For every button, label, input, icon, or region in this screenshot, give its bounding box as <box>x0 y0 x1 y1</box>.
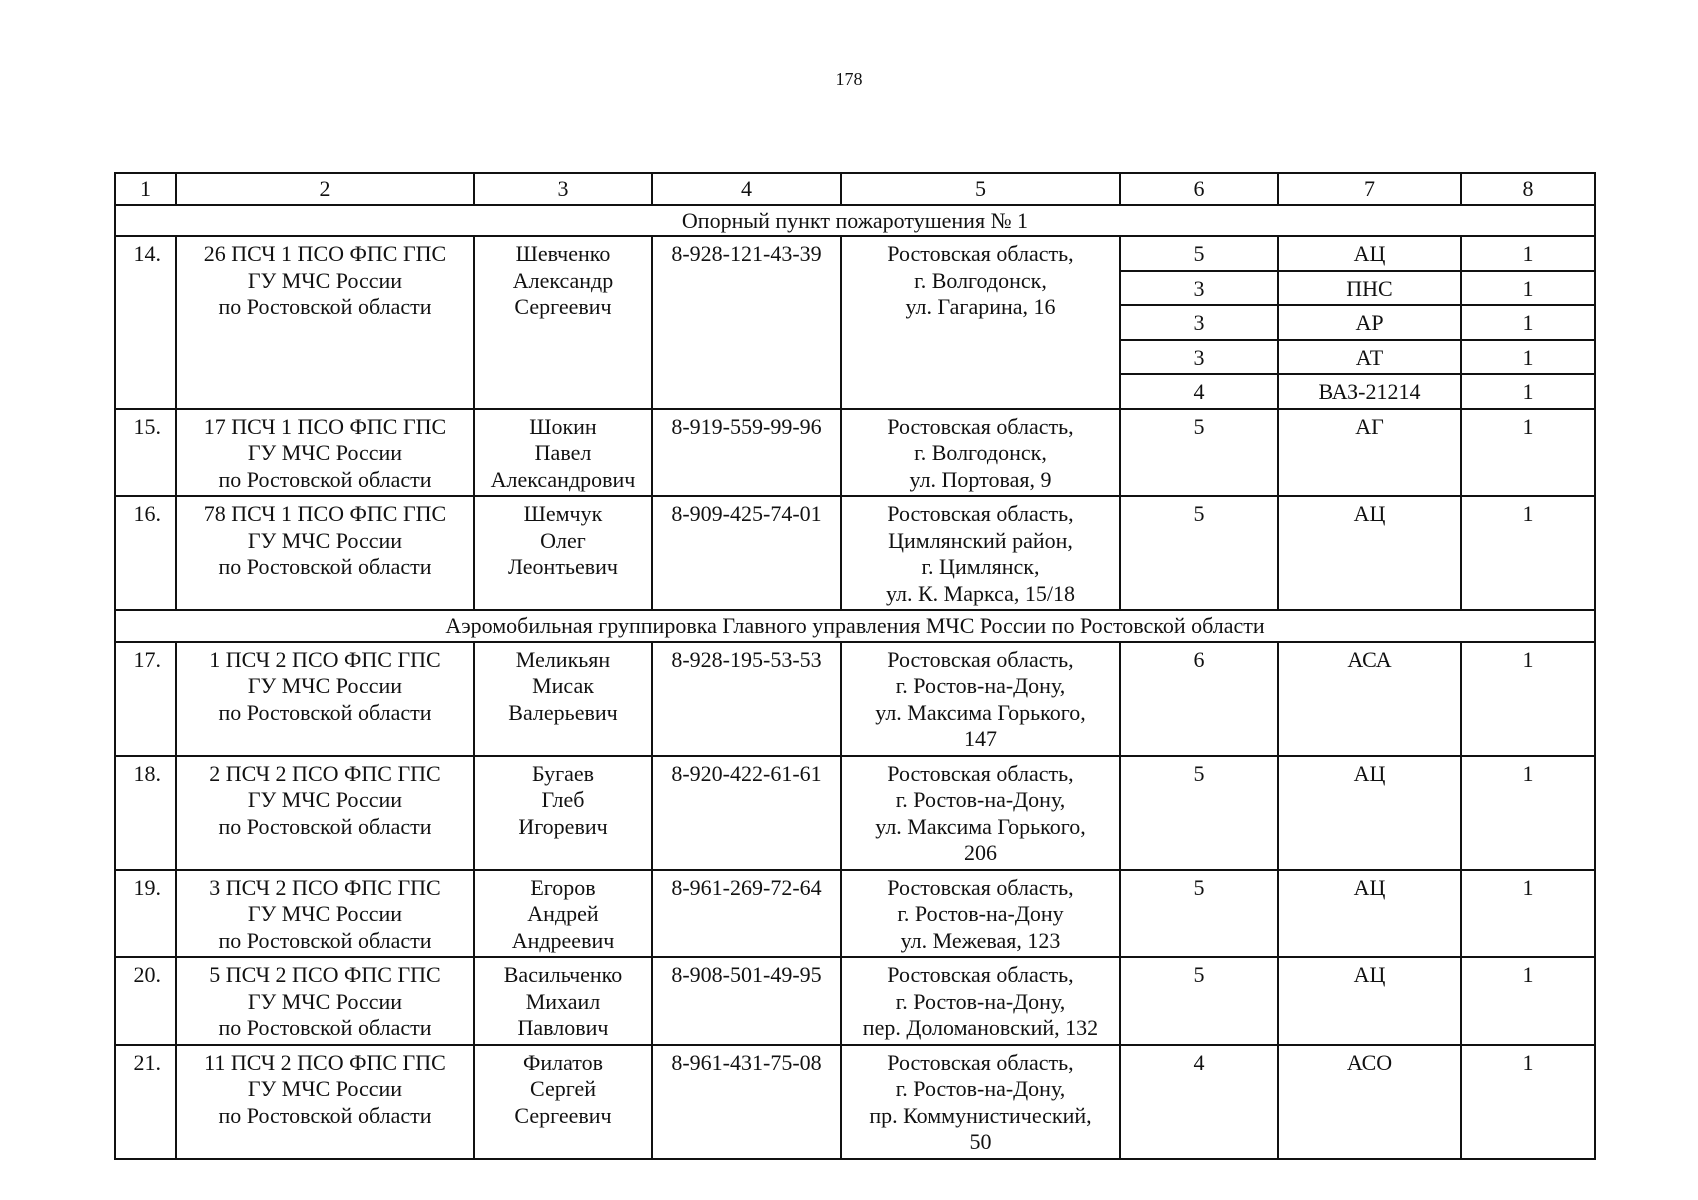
unit-cell <box>176 957 474 1045</box>
vehicle-type-cell: АГ <box>1278 409 1461 497</box>
unit-cell-line: по Ростовской области <box>218 554 432 579</box>
address-cell-line: Ростовская область, <box>887 874 1074 900</box>
name-cell-line: Филатов <box>522 1049 604 1075</box>
name-cell-line: Васильченко <box>503 962 623 987</box>
name-cell-line: Шокин <box>529 413 597 439</box>
row-number: 19. <box>115 870 176 958</box>
unit-cell-line: по Ростовской области <box>218 927 432 953</box>
address-cell-line: г. Ростов-на-Дону, <box>895 1076 1066 1101</box>
table-row <box>115 870 1595 958</box>
vehicle-count-cell: 1 <box>1461 870 1595 958</box>
name-cell-line: Павел <box>534 440 592 465</box>
unit-cell-line: ГУ МЧС России <box>247 673 403 698</box>
address-cell-line: ул. К. Маркса, 15/18 <box>885 580 1076 606</box>
address-cell-line: ул. Максима Горького, <box>875 813 1086 839</box>
phone-cell: 8-961-269-72-64 <box>652 870 841 958</box>
name-cell-line: Егоров <box>530 874 596 900</box>
unit-cell <box>176 496 474 610</box>
phone-cell: 8-909-425-74-01 <box>652 496 841 610</box>
address-cell-line: г. Ростов-на-Дону, <box>895 787 1066 812</box>
unit-cell-line: ГУ МЧС России <box>247 1076 403 1101</box>
table-row <box>115 496 1595 610</box>
vehicle-type-cell: ВАЗ-21214 <box>1278 374 1461 409</box>
section-title: Опорный пункт пожаротушения № 1 <box>115 205 1595 237</box>
vehicle-count-cell: 1 <box>1461 496 1595 610</box>
crew-cell: 5 <box>1120 236 1278 271</box>
vehicle-type-cell: АЦ <box>1278 870 1461 958</box>
crew-cell: 3 <box>1120 271 1278 306</box>
address-cell <box>841 236 1120 409</box>
row-number: 17. <box>115 642 176 756</box>
name-cell-line: Михаил <box>525 988 601 1014</box>
crew-cell: 5 <box>1120 957 1278 1045</box>
name-cell <box>474 1045 652 1159</box>
address-cell-line: г. Ростов-на-Дону, <box>895 673 1066 698</box>
vehicle-count-cell: 1 <box>1461 1045 1595 1159</box>
unit-cell-line: ГУ МЧС России <box>247 267 403 293</box>
address-cell-line: пр. Коммунистический, <box>869 1102 1092 1128</box>
address-cell-line: ул. Максима Горького, <box>875 699 1086 725</box>
phone-cell: 8-928-195-53-53 <box>652 642 841 756</box>
column-header: 8 <box>1461 173 1595 205</box>
address-cell-line: Ростовская область, <box>887 760 1074 786</box>
address-cell-line: Ростовская область, <box>887 646 1074 672</box>
data-table <box>114 172 1596 1160</box>
address-cell-line: 50 <box>969 1129 992 1154</box>
name-cell-line: Глеб <box>541 787 585 812</box>
vehicle-count-cell: 1 <box>1461 374 1595 409</box>
vehicle-type-cell: АЦ <box>1278 756 1461 870</box>
section-title: Аэромобильная группировка Главного управления МЧС России по Ростовской области <box>115 610 1595 642</box>
crew-cell: 3 <box>1120 340 1278 375</box>
crew-cell: 3 <box>1120 305 1278 340</box>
name-cell-line: Андреевич <box>511 927 615 953</box>
vehicle-type-cell: ПНС <box>1278 271 1461 306</box>
unit-cell <box>176 756 474 870</box>
row-number: 18. <box>115 756 176 870</box>
name-cell-line: Шевченко <box>515 241 611 266</box>
unit-cell-line: 11 ПСЧ 2 ПСО ФПС ГПС <box>204 1049 446 1075</box>
name-cell-line: Меликьян <box>515 646 611 672</box>
row-number: 21. <box>115 1045 176 1159</box>
column-number-row <box>115 173 1595 205</box>
vehicle-count-cell: 1 <box>1461 305 1595 340</box>
table-body <box>115 173 1595 1159</box>
vehicle-type-cell: АЦ <box>1278 236 1461 271</box>
unit-cell-line: по Ростовской области <box>218 466 432 492</box>
name-cell-line: Александрович <box>490 466 636 492</box>
column-header: 1 <box>115 173 176 205</box>
row-number: 16. <box>115 496 176 610</box>
vehicle-count-cell: 1 <box>1461 756 1595 870</box>
name-cell <box>474 236 652 409</box>
vehicle-count-cell: 1 <box>1461 340 1595 375</box>
unit-cell-line: ГУ МЧС России <box>247 901 403 926</box>
address-cell-line: Ростовская область, <box>887 413 1074 439</box>
name-cell <box>474 496 652 610</box>
address-cell <box>841 409 1120 497</box>
column-header: 5 <box>841 173 1120 205</box>
unit-cell-line: 17 ПСЧ 1 ПСО ФПС ГПС <box>203 413 447 439</box>
vehicle-type-cell: АЦ <box>1278 496 1461 610</box>
vehicle-count-cell: 1 <box>1461 957 1595 1045</box>
unit-cell-line: ГУ МЧС России <box>247 527 403 553</box>
column-header: 4 <box>652 173 841 205</box>
address-cell <box>841 496 1120 610</box>
vehicle-type-cell: АСА <box>1278 642 1461 756</box>
page-number: 178 <box>835 69 863 89</box>
section-header-row <box>115 205 1595 237</box>
unit-cell-line: ГУ МЧС России <box>247 988 403 1014</box>
unit-cell-line: по Ростовской области <box>218 699 432 725</box>
vehicle-count-cell: 1 <box>1461 642 1595 756</box>
address-cell <box>841 642 1120 756</box>
address-cell <box>841 756 1120 870</box>
name-cell-line: Бугаев <box>531 760 595 786</box>
name-cell <box>474 957 652 1045</box>
table-row <box>115 957 1595 1045</box>
unit-cell <box>176 642 474 756</box>
unit-cell <box>176 409 474 497</box>
crew-cell: 5 <box>1120 496 1278 610</box>
unit-cell-line: ГУ МЧС России <box>247 787 403 812</box>
crew-cell: 4 <box>1120 1045 1278 1159</box>
crew-cell: 5 <box>1120 409 1278 497</box>
vehicle-type-cell: АТ <box>1278 340 1461 375</box>
vehicle-count-cell: 1 <box>1461 271 1595 306</box>
name-cell-line: Павлович <box>517 1015 609 1040</box>
address-cell-line: г. Ростов-на-Дону, <box>895 988 1066 1014</box>
address-cell <box>841 1045 1120 1159</box>
crew-cell: 6 <box>1120 642 1278 756</box>
name-cell-line: Александр <box>512 267 614 293</box>
vehicle-type-cell: АЦ <box>1278 957 1461 1045</box>
table-row <box>115 409 1595 497</box>
address-cell-line: пер. Доломановский, 132 <box>862 1015 1099 1040</box>
row-number: 14. <box>115 236 176 409</box>
name-cell-line: Андрей <box>527 901 599 926</box>
unit-cell <box>176 1045 474 1159</box>
phone-cell: 8-919-559-99-96 <box>652 409 841 497</box>
address-cell-line: ул. Портовая, 9 <box>909 466 1052 492</box>
table-row <box>115 1045 1595 1159</box>
unit-cell-line: ГУ МЧС России <box>247 440 403 465</box>
vehicle-type-cell: АСО <box>1278 1045 1461 1159</box>
address-cell-line: Ростовская область, <box>887 962 1074 987</box>
address-cell-line: Ростовская область, <box>887 501 1074 526</box>
unit-cell <box>176 870 474 958</box>
address-cell-line: г. Цимлянск, <box>921 554 1040 579</box>
crew-cell: 5 <box>1120 756 1278 870</box>
address-cell <box>841 957 1120 1045</box>
name-cell-line: Леонтьевич <box>508 554 618 579</box>
name-cell-line: Олег <box>540 527 586 553</box>
column-header: 3 <box>474 173 652 205</box>
address-cell-line: ул. Межевая, 123 <box>900 927 1061 953</box>
address-cell-line: 206 <box>964 840 997 865</box>
column-header: 2 <box>176 173 474 205</box>
row-number: 15. <box>115 409 176 497</box>
address-cell-line: Цимлянский район, <box>888 527 1073 553</box>
name-cell <box>474 409 652 497</box>
unit-cell-line: по Ростовской области <box>218 1015 432 1040</box>
name-cell <box>474 642 652 756</box>
address-cell-line: 147 <box>964 726 997 751</box>
table-row <box>115 236 1595 271</box>
address-cell-line: Ростовская область, <box>887 1049 1074 1075</box>
unit-cell-line: 2 ПСЧ 2 ПСО ФПС ГПС <box>209 760 441 786</box>
name-cell-line: Шемчук <box>523 501 603 526</box>
vehicle-count-cell: 1 <box>1461 409 1595 497</box>
address-cell-line: ул. Гагарина, 16 <box>905 294 1056 319</box>
unit-cell-line: по Ростовской области <box>218 1102 432 1128</box>
phone-cell: 8-928-121-43-39 <box>652 236 841 409</box>
address-cell-line: г. Волгодонск, <box>914 440 1047 465</box>
table-row <box>115 642 1595 756</box>
address-cell-line: г. Волгодонск, <box>914 267 1047 293</box>
unit-cell-line: 3 ПСЧ 2 ПСО ФПС ГПС <box>209 874 441 900</box>
table-row <box>115 756 1595 870</box>
name-cell-line: Валерьевич <box>508 699 618 725</box>
column-header: 7 <box>1278 173 1461 205</box>
section-header-row <box>115 610 1595 642</box>
unit-cell-line: 5 ПСЧ 2 ПСО ФПС ГПС <box>209 962 441 987</box>
name-cell <box>474 756 652 870</box>
vehicle-count-cell: 1 <box>1461 236 1595 271</box>
address-cell-line: г. Ростов-на-Дону <box>897 901 1064 926</box>
row-number: 20. <box>115 957 176 1045</box>
phone-cell: 8-920-422-61-61 <box>652 756 841 870</box>
phone-cell: 8-961-431-75-08 <box>652 1045 841 1159</box>
unit-cell-line: 1 ПСЧ 2 ПСО ФПС ГПС <box>209 646 441 672</box>
name-cell-line: Сергей <box>530 1076 596 1101</box>
crew-cell: 4 <box>1120 374 1278 409</box>
unit-cell-line: по Ростовской области <box>218 294 432 319</box>
crew-cell: 5 <box>1120 870 1278 958</box>
column-header: 6 <box>1120 173 1278 205</box>
vehicle-type-cell: АР <box>1278 305 1461 340</box>
unit-cell <box>176 236 474 409</box>
unit-cell-line: 26 ПСЧ 1 ПСО ФПС ГПС <box>203 241 447 266</box>
name-cell-line: Мисак <box>532 673 594 698</box>
unit-cell-line: по Ростовской области <box>218 813 432 839</box>
unit-cell-line: 78 ПСЧ 1 ПСО ФПС ГПС <box>203 501 447 526</box>
name-cell-line: Игоревич <box>518 813 608 839</box>
name-cell <box>474 870 652 958</box>
address-cell-line: Ростовская область, <box>887 241 1074 266</box>
phone-cell: 8-908-501-49-95 <box>652 957 841 1045</box>
address-cell <box>841 870 1120 958</box>
name-cell-line: Сергеевич <box>514 1102 612 1128</box>
name-cell-line: Сергеевич <box>514 294 612 319</box>
